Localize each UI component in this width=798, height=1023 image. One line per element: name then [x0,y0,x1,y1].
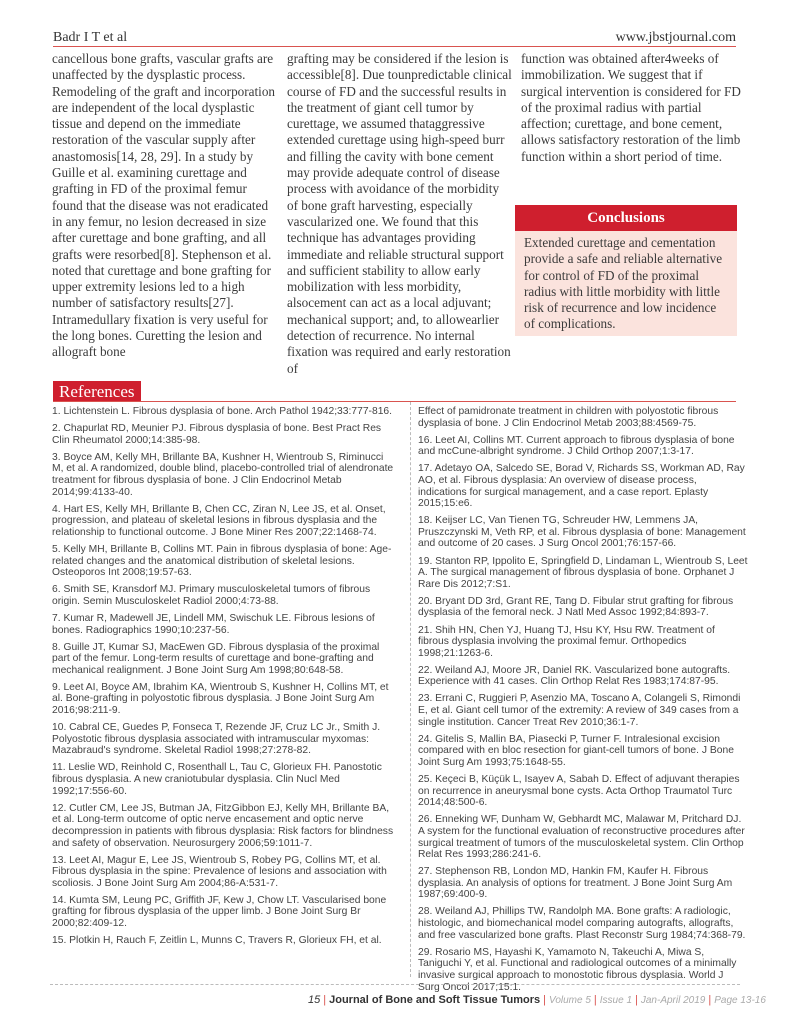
separator: | [543,994,547,1006]
body-column-1: cancellous bone grafts, vascular grafts are unaffected by the dysplastic process. Remodeling of the graft and incorporation are independent of the local dysplastic tissue and depend on the immediate restoration of the vascular supply after anastomosis[14, 28, 29]. In a study by Guille et al. examining curettage and grafting in FD of the proximal femur found that the disease was not eradicated in any femur, no lesion decreased in size after curettage and bone grafting, and all grafts were resorbed[8]. Stephenson et al. noted that curettage and bone grafting for upper extremity lesions led to a high number of satisfactory results[27]. Intramedullary fixation is very useful for the long bones. Curetting the lesion and allograft bone [52,51,276,360]
issue-date: Jan-April 2019 [640,995,706,1006]
reference-item: 25. Keçeci B, Küçük L, Isayev A, Sabah D. Effect of adjuvant therapies on recurrence in aneurysmal bone cysts. Acta Orthop Traumatol Turc 2014;48:500-6. [418,774,740,809]
references-header [53,381,736,402]
page-range: Page 13-16 [714,995,766,1006]
separator: | [635,994,638,1006]
conclusions-text: Extended curettage and cementation provide a safe and reliable alternative for control of FD of the proximal radius with little morbidity with little risk of recurrence and low incidence of complications. [524,235,723,332]
footer-divider [50,984,740,985]
issue: Issue 1 [599,995,633,1006]
reference-item: 1. Lichtenstein L. Fibrous dysplasia of bone. Arch Pathol 1942;33:777-816. [52,406,393,417]
reference-item: 24. Gitelis S, Mallin BA, Piasecki P, Turner F. Intralesional excision compared with en bloc resection for giant-cell tumors of bone. J Bone Joint Surg Am 1993;75:1648-55. [418,733,734,768]
reference-item: 15. Plotkin H, Rauch F, Zeitlin L, Munns C, Travers R, Glorieux FH, et al. [52,935,382,947]
reference-item: 3. Boyce AM, Kelly MH, Brillante BA, Kushner H, Wientroub S, Riminucci M, et al. A randomized, double blind, placebo-controlled trial of alendronate treatment for fibrous dysplasia of bone. J Clin Endocrinol Metab 2014;99:4133-40. [52,451,394,498]
body-column-2: grafting may be considered if the lesion is accessible[8]. Due tounpredictable clinical course of FD and the successful results in the treatment of giant cell tumor by curettage, we assumed thataggressive extended curettage using high-speed burr and filling the cavity with bone cement may provide adequate control of disease process with avoidance of the morbidity of bone graft harvesting, especially vascularized one. We found that this technique has advantages providing immediate and reliable structural support and sufficient stability to allow early mobilization with less morbidity, alsocement can act as a local adjuvant; mechanical support; and, to allowearlier detection of recurrence. No internal fixation was required and early restoration of [287,51,512,376]
reference-item: 16. Leet AI, Collins MT. Current approach to fibrous dysplasia of bone and mcCune-albright syndrome. J Child Orthop 2007;1:3-17. [418,434,735,458]
reference-item: 23. Errani C, Ruggieri P, Asenzio MA, Toscano A, Colangeli S, Rimondi E, et al. Giant cell tumor of the extremity: A review of 349 cases from a single institution. Cancer Treat Rev 2010;36:1-7. [418,693,741,728]
references-left-column [52,406,397,952]
reference-item: 21. Shih HN, Chen YJ, Huang TJ, Hsu KY, Hsu RW. Treatment of fibrous dysplasia involving the proximal femur. Orthopedics 1998;21:1263-6. [418,624,715,659]
page-footer [308,994,766,1006]
reference-item: 28. Weiland AJ, Phillips TW, Randolph MA. Bone grafts: A radiologic, histologic, and biomechanical model comparing autografts, allografts, and free vascularized bone grafts. Plast Reconstr Surg 1984;74:368-79. [418,906,746,941]
conclusions-title: Conclusions [515,205,737,231]
reference-item: 7. Kumar R, Madewell JE, Lindell MM, Swischuk LE. Fibrous lesions of bones. Radiographics 1990;10:237-56. [52,612,375,636]
reference-item: 6. Smith SE, Kransdorf MJ. Primary musculoskeletal tumors of fibrous origin. Semin Musculoskelet Radiol 2000;4:73-88. [52,584,371,607]
reference-item: 14. Kumta SM, Leung PC, Griffith JF, Kew J, Chow LT. Vascularised bone grafting for fibrous dysplasia of the upper limb. J Bone Joint Surg Br 2000;82:409-12. [52,894,387,930]
reference-item: 13. Leet AI, Magur E, Lee JS, Wientroub S, Robey PG, Collins MT, et al. Fibrous dysplasia in the spine: Prevalence of lesions and association with scoliosis. J Bone Joint Surg Am 2004;86-A:531-7. [52,854,387,889]
reference-item: 9. Leet AI, Boyce AM, Ibrahim KA, Wientroub S, Kushner H, Collins MT, et al. Bone-grafting in polyostotic fibrous dysplasia. J Bone Joint Surg Am 2016;98:211-9. [52,681,389,717]
reference-item: 29. Rosario MS, Hayashi K, Yamamoto N, Takeuchi A, Miwa S, Taniguchi Y, et al. Functional and radiological outcomes of a minimally invasive surgical approach to monostotic fibrous dysplasia. World J Surg Oncol 2017;15:1. [418,946,737,993]
separator: | [323,994,327,1006]
separator: | [593,994,597,1006]
reference-item: 11. Leslie WD, Reinhold C, Rosenthall L, Tau C, Glorieux FH. Panostotic fibrous dysplasia. A new craniotubular dysplasia. Clin Nucl Med 1992;17:556-60. [52,762,382,797]
body-column-3: function was obtained after4weeks of immobilization. We suggest that if surgical intervention is considered for FD of the proximal radius with partial affection; curettage, and bone cement, allows satisfactory restoration of the limb function within a short period of time. [521,51,741,164]
references-right-column [418,406,748,999]
reference-item: 2. Chapurlat RD, Meunier PJ. Fibrous dysplasia of bone. Best Pract Res Clin Rheumatol 2000;14:385-98. [52,423,382,446]
column-divider [410,402,411,977]
author-header: Badr I T et al [53,30,128,45]
reference-item: 17. Adetayo OA, Salcedo SE, Borad V, Richards SS, Workman AD, Ray AO, et al. Fibrous dysplasia: An overview of disease process, indications for surgical management, and a case report. Eplasty 2015;15:e6. [418,463,745,510]
reference-item: 19. Stanton RP, Ippolito E, Springfield D, Lindaman L, Wientroub S, Leet A. The surgical management of fibrous dysplasia of bone. Orphanet J Rare Dis 2012;7:S1. [418,555,748,590]
reference-item: Effect of pamidronate treatment in children with polyostotic fibrous dysplasia of bone. J Clin Endocrinol Metab 2003;88:4569-75. [418,406,719,429]
reference-item: 26. Enneking WF, Dunham W, Gebhardt MC, Malawar M, Pritchard DJ. A system for the functional evaluation of reconstructive procedures after surgical treatment of tumors of the musculoskeletal system. Clin Orthop Relat Res 1993;286:241-6. [418,814,745,861]
running-header [53,30,736,47]
journal-name: Journal of Bone and Soft Tissue Tumors [329,994,541,1006]
reference-item: 8. Guille JT, Kumar SJ, MacEwen GD. Fibrous dysplasia of the proximal part of the femur. Long-term results of curettage and bone-grafting and mechanical realignment. J Bone Joint Surg Am 1998;80:648-58. [52,641,380,676]
reference-item: 18. Keijser LC, Van Tienen TG, Schreuder HW, Lemmens JA, Pruszczynski M, Veth RP, et al. Fibrous dysplasia of bone: Management and outcome of 20 cases. J Surg Oncol 2001;76:157-66. [418,515,746,550]
reference-item: 10. Cabral CE, Guedes P, Fonseca T, Rezende JF, Cruz LC Jr., Smith J. Polyostotic fibrous dysplasia associated with intramuscular myxomas: Mazabraud's syndrome. Skeletal Radiol 1998;27:278-82. [52,722,381,757]
reference-item: 5. Kelly MH, Brillante B, Collins MT. Pain in fibrous dysplasia of bone: Age-related changes and the anatomical distribution of skeletal lesions. Osteoporos Int 2008;19:57-63. [52,543,392,579]
conclusions-box [515,205,737,336]
reference-item: 20. Bryant DD 3rd, Grant RE, Tang D. Fibular strut grafting for fibrous dysplasia of the femoral neck. J Natl Med Assoc 1992;84:893-7. [418,595,734,619]
reference-item: 27. Stephenson RB, London MD, Hankin FM, Kaufer H. Fibrous dysplasia. An analysis of options for treatment. J Bone Joint Surg Am 1987;69:400-9. [418,866,733,901]
reference-item: 12. Cutler CM, Lee JS, Butman JA, FitzGibbon EJ, Kelly MH, Brillante BA, et al. Long-term outcome of optic nerve encasement and optic nerve decompression in patients with fibrous dysplasia: Risk factors for blindness and safety of observation. Neurosurgery 2006;59:1011-7. [52,802,394,849]
reference-item: 4. Hart ES, Kelly MH, Brillante B, Chen CC, Ziran N, Lee JS, et al. Onset, progression, and plateau of skeletal lesions in fibrous dysplasia and the relationship to functional outcome. J Bone Miner Res 2007;22:1468-74. [52,503,386,538]
references-title: References [53,381,141,401]
journal-url: www.jbstjournal.com [615,30,736,45]
separator: | [708,994,712,1006]
volume: Volume 5 [549,995,591,1006]
page-number: 15 [308,994,321,1006]
reference-item: 22. Weiland AJ, Moore JR, Daniel RK. Vascularized bone autografts. Experience with 41 cases. Clin Orthop Relat Res 1983;174:87-95. [418,664,731,688]
